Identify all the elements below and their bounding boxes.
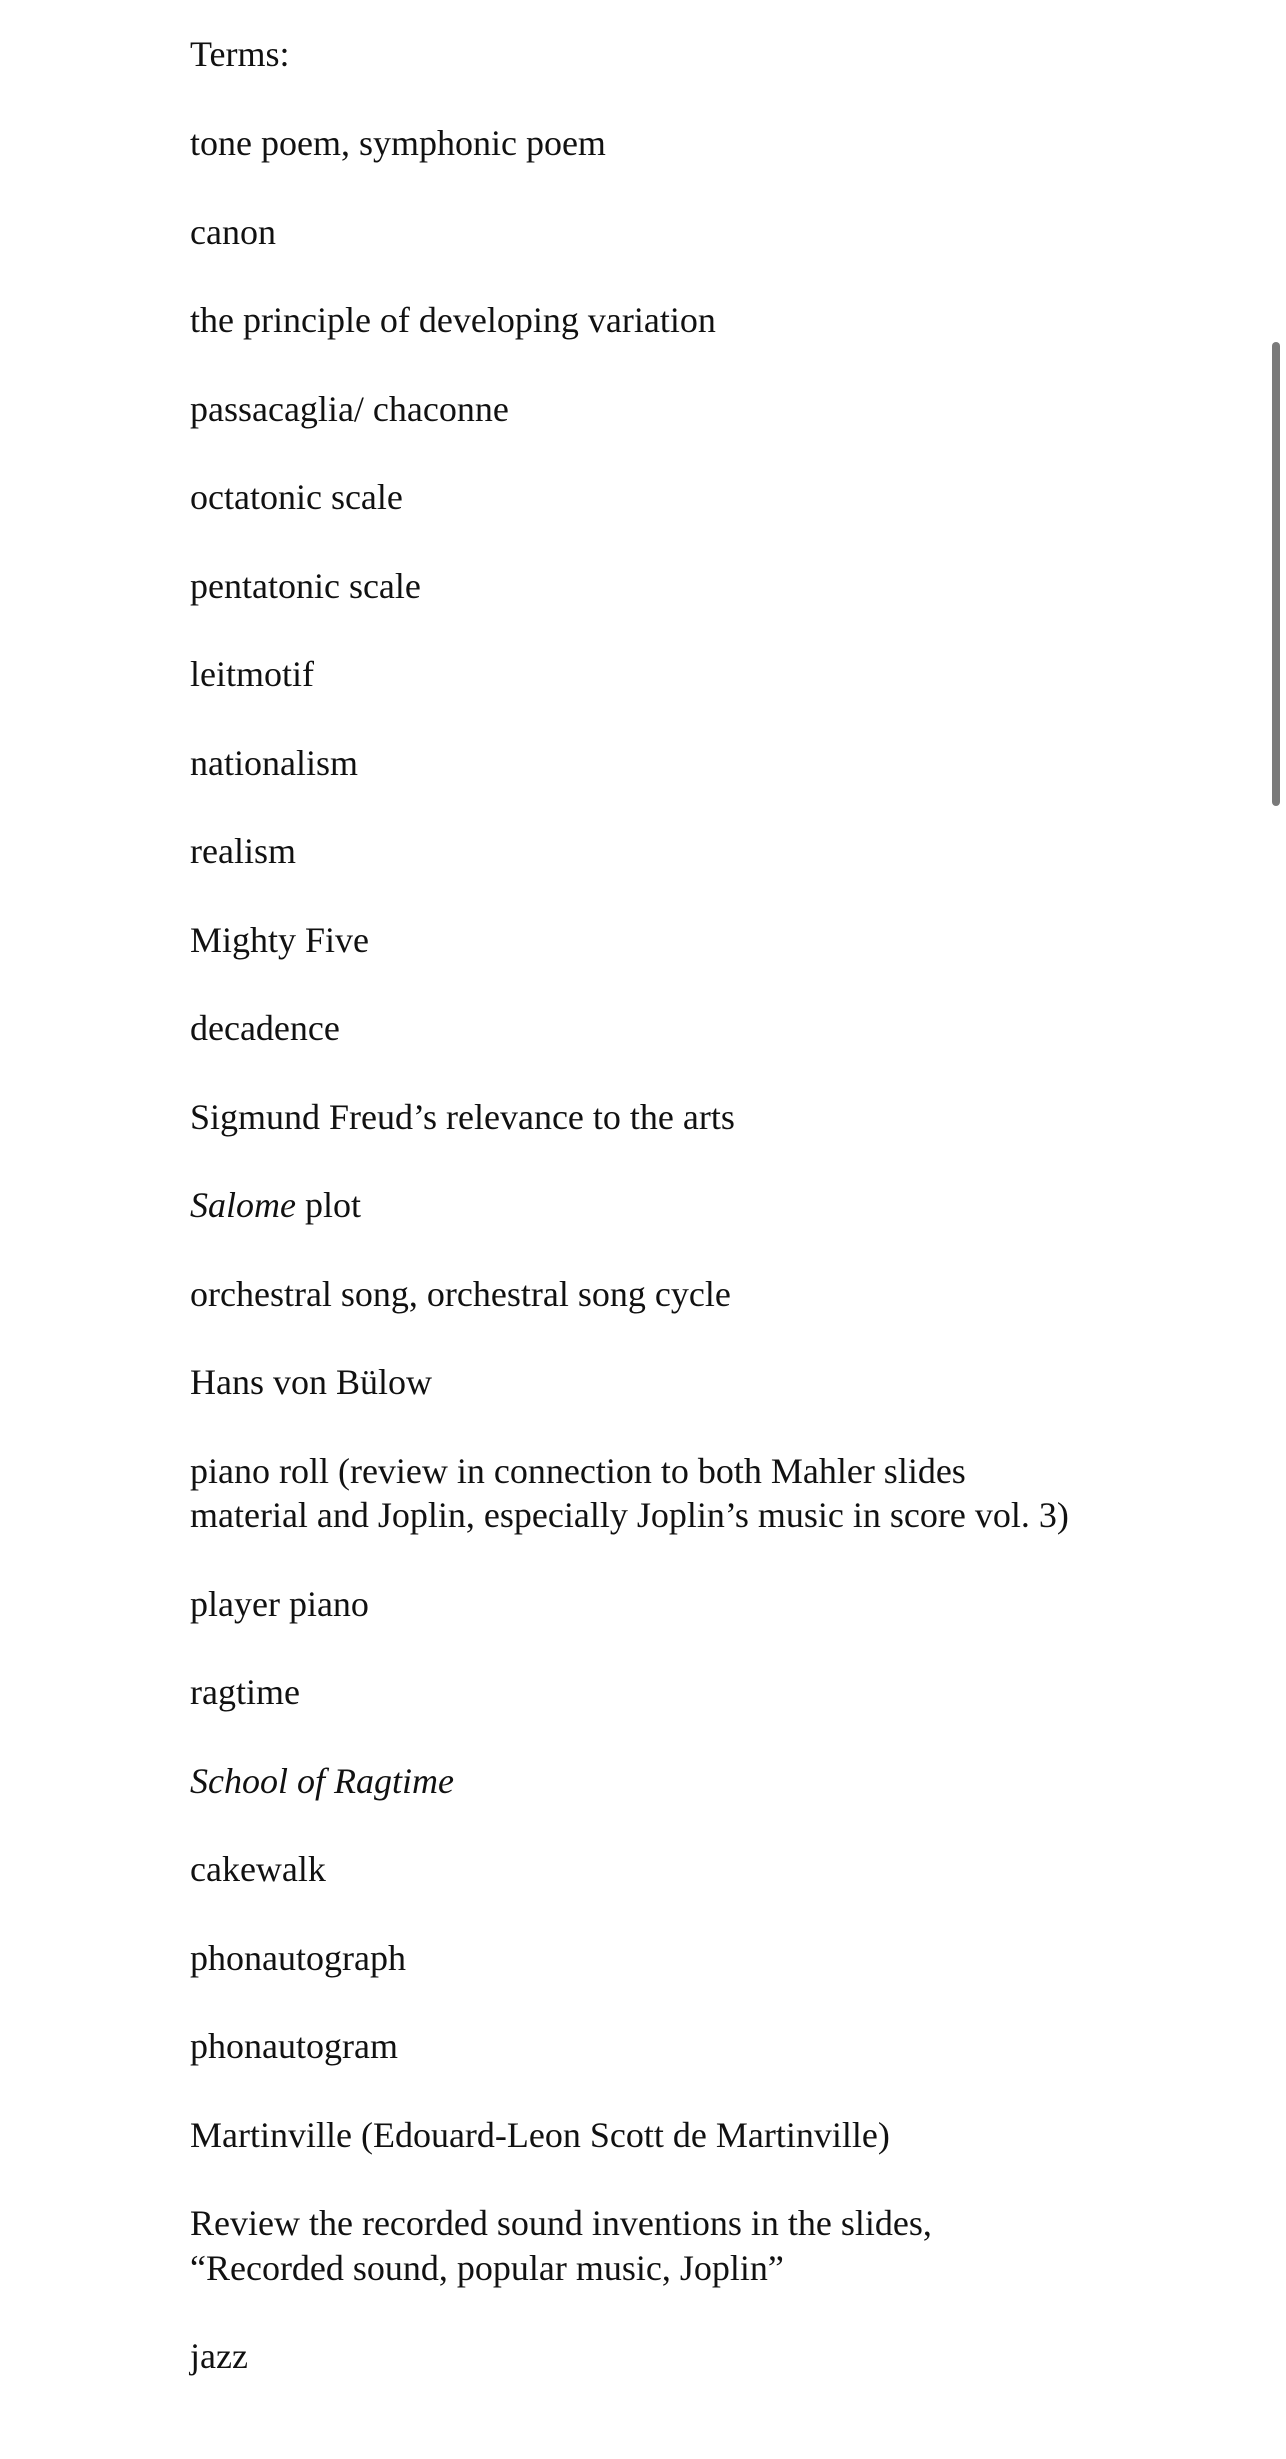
- term-text: phonautograph: [190, 1937, 406, 1978]
- term-italic-title: Salome: [190, 1185, 296, 1225]
- term-text: the principle of developing variation: [190, 300, 716, 340]
- term-text: nationalism: [190, 742, 358, 783]
- term-text: Mighty Five: [190, 919, 370, 960]
- term-item: [190, 829, 1090, 874]
- term-text: cakewalk: [190, 1849, 326, 1889]
- term-item: [190, 1360, 1090, 1405]
- term-item: [190, 1759, 1090, 1804]
- term-italic-title: School of Ragtime: [190, 1760, 454, 1801]
- term-text: ragtime: [190, 1672, 300, 1712]
- term-text: leitmotif: [190, 654, 314, 694]
- term-item: [190, 1183, 1090, 1228]
- term-text: pentatonic scale: [190, 565, 421, 606]
- term-item: [190, 564, 1090, 609]
- term-item: [190, 298, 1090, 343]
- term-text: piano roll (review in connection to both Mahler slides material and Joplin, especially Joplin’s music in score vol. 3): [190, 1450, 1069, 1535]
- term-text: orchestral song, orchestral song cycle: [190, 1273, 731, 1314]
- term-text: canon: [190, 211, 276, 252]
- term-item: [190, 2334, 1090, 2379]
- term-item: [190, 652, 1090, 697]
- term-item: [190, 121, 1090, 166]
- term-item: [190, 1272, 1090, 1317]
- term-text: plot: [295, 1185, 361, 1225]
- term-text: jazz: [190, 2336, 248, 2376]
- term-item: [190, 918, 1090, 963]
- term-text: player piano: [190, 1583, 369, 1624]
- term-item: [190, 1449, 1090, 1538]
- term-item: [190, 1582, 1090, 1627]
- terms-heading: Terms:: [190, 34, 290, 74]
- term-item: [190, 1847, 1090, 1892]
- term-item: [190, 2201, 1090, 2290]
- term-text: Review the recorded sound inventions in the slides, “Recorded sound, popular music, Joplin”: [190, 2203, 932, 2288]
- term-text: passacaglia/ chaconne: [190, 388, 509, 429]
- term-text: Sigmund Freud’s relevance to the arts: [190, 1096, 735, 1137]
- term-item: [190, 1936, 1090, 1981]
- term-list: [190, 121, 1090, 2423]
- term-text: Martinville (Edouard-Leon Scott de Martinville): [190, 2114, 890, 2155]
- term-item: [190, 1670, 1090, 1715]
- term-item: [190, 210, 1090, 255]
- term-text: realism: [190, 831, 296, 871]
- term-item: [190, 475, 1090, 520]
- term-text: octatonic scale: [190, 477, 403, 517]
- term-item: [190, 741, 1090, 786]
- term-item: [190, 1006, 1090, 1051]
- term-text: tone poem, symphonic poem: [190, 123, 606, 163]
- term-item: [190, 1095, 1090, 1140]
- scrollbar-thumb[interactable]: [1272, 342, 1280, 806]
- term-text: decadence: [190, 1008, 340, 1048]
- term-text: phonautogram: [190, 2026, 398, 2066]
- term-item: [190, 2024, 1090, 2069]
- term-text: Hans von Bülow: [190, 1362, 432, 1402]
- term-item: [190, 2113, 1090, 2158]
- term-item: [190, 387, 1090, 432]
